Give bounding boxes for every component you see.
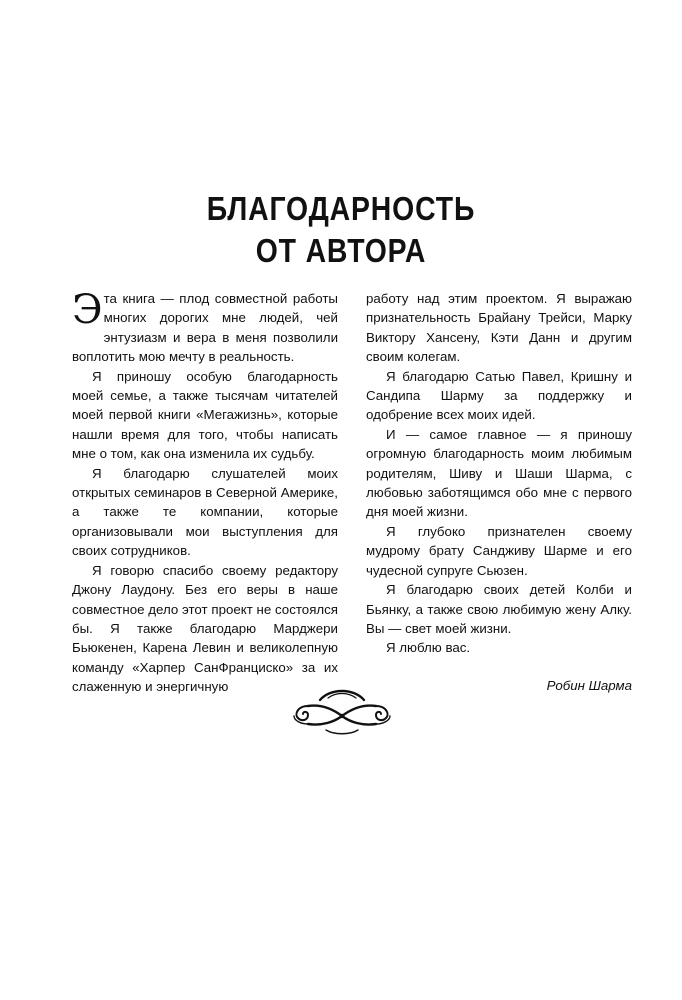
right-paragraph-4: Я глубоко признателен своему мудрому брату Сандживу Шарме и его чудесной супруге Сьюзен. <box>366 523 632 578</box>
right-paragraph-5: Я благодарю своих детей Колби и Бьянку, а также свою любимую жену Алку. Вы — свет моей жизни. <box>366 582 632 636</box>
drop-cap: Э <box>72 287 103 333</box>
right-column <box>366 289 632 697</box>
left-paragraph-2: Я приношу особую благодарность моей семье, а также тысячам читателей моей первой книги «Мегажизнь», которые нашли время для того, чтобы написать мне о том, как она изменила их судьбу. <box>72 368 338 462</box>
right-paragraph-6: Я люблю вас. <box>386 640 471 656</box>
left-paragraph-1-text: та книга — плод совместной работы многих дорогих мне людей, чей энтузиазм и вера в меня позволили воплотить мою мечту в реальность. <box>72 291 338 365</box>
page-title <box>48 188 635 272</box>
flourish-ornament-icon <box>290 680 394 736</box>
right-paragraph-1: работу над этим проектом. Я выражаю признательность Брайану Трейси, Марку Виктору Хансену, Кэти Данн и другим своим колегам. <box>366 291 632 365</box>
title-line-1: БЛАГОДАРНОСТЬ <box>206 190 476 227</box>
body-columns <box>72 289 632 697</box>
right-paragraph-2: Я благодарю Сатью Павел, Кришну и Сандипа Шарму за поддержку и одобрение всех моих идей. <box>366 368 632 423</box>
left-paragraph-3: Я благодарю слушателей моих открытых семинаров в Северной Америке, а также те компании, которые организовывали мои выступления для своих сотрудников. <box>72 465 338 559</box>
author-signature: Робин Шарма <box>546 677 632 693</box>
right-paragraph-3: И — самое главное — я приношу огромную благодарность моим любимым родителям, Шиву и Шаши Шарма, с любовью заботящимся обо мне с первого дня моей жизни. <box>366 426 632 520</box>
left-paragraph-1 <box>72 289 338 367</box>
title-line-2: ОТ АВТОРА <box>255 232 427 269</box>
left-paragraph-4: Я говорю спасибо своему редактору Джону Лаудону. Без его веры в наше совместное дело этот проект не состоялся бы. Я также благодарю Марджери Бьюкенен, Карена Левин и великолепную команду «Харпер СанФранциско» за их слаженную и энергичную <box>72 562 338 695</box>
left-column <box>72 289 338 697</box>
